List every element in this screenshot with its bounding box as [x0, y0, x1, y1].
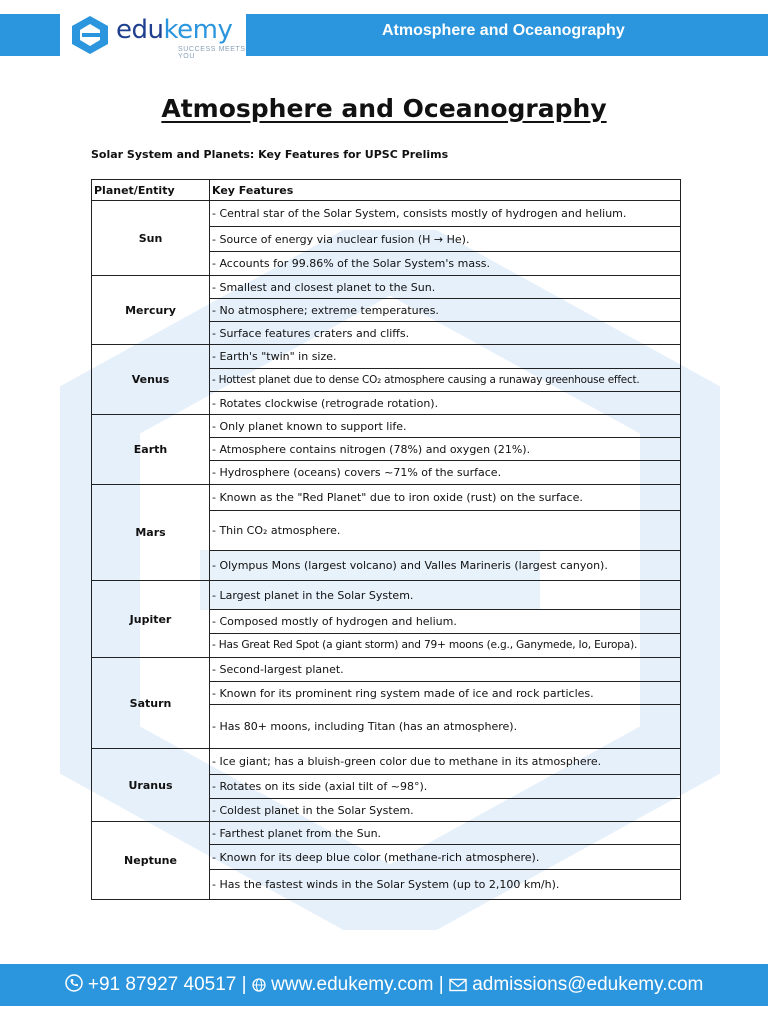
table-header-row — [92, 180, 681, 201]
planet-name-cell: Neptune — [92, 822, 210, 900]
feature-cell: - Source of energy via nuclear fusion (H → He). — [210, 227, 681, 252]
feature-cell: - Only planet known to support life. — [210, 415, 681, 438]
planet-name-cell: Jupiter — [92, 581, 210, 658]
feature-cell: - No atmosphere; extreme temperatures. — [210, 299, 681, 322]
table-row — [92, 201, 681, 227]
feature-cell: - Central star of the Solar System, consists mostly of hydrogen and helium. — [210, 201, 681, 227]
table-row — [92, 415, 681, 438]
feature-cell: - Earth's "twin" in size. — [210, 345, 681, 369]
table-row — [92, 581, 681, 610]
feature-cell: - Farthest planet from the Sun. — [210, 822, 681, 845]
phone-number[interactable]: +91 87927 40517 — [87, 974, 237, 995]
feature-cell: - Coldest planet in the Solar System. — [210, 799, 681, 822]
planet-name-cell: Uranus — [92, 749, 210, 822]
header-title: Atmosphere and Oceanography — [382, 22, 625, 39]
feature-cell: - Known for its prominent ring system made of ice and rock particles. — [210, 682, 681, 705]
brand-logo[interactable] — [60, 12, 246, 58]
table-row — [92, 822, 681, 845]
footer-separator: | — [438, 974, 444, 995]
globe-icon — [252, 978, 266, 992]
brand-tagline: SUCCESS MEETS YOU — [178, 46, 246, 60]
feature-cell: - Largest planet in the Solar System. — [210, 581, 681, 610]
table-row — [92, 485, 681, 511]
footer-separator: | — [241, 974, 247, 995]
feature-cell: - Hottest planet due to dense CO₂ atmosphere causing a runaway greenhouse effect. — [210, 369, 681, 392]
page-subtitle: Solar System and Planets: Key Features for UPSC Prelims — [91, 148, 449, 161]
page-title: Atmosphere and Oceanography — [161, 94, 607, 123]
planet-name-cell: Earth — [92, 415, 210, 485]
column-header-planet: Planet/Entity — [92, 180, 210, 201]
table-row — [92, 345, 681, 369]
phone-icon — [65, 974, 83, 992]
feature-cell: - Composed mostly of hydrogen and helium. — [210, 610, 681, 634]
feature-cell: - Accounts for 99.86% of the Solar System's mass. — [210, 252, 681, 276]
website-link[interactable]: www.edukemy.com — [271, 974, 434, 995]
feature-cell: - Thin CO₂ atmosphere. — [210, 511, 681, 551]
table-row — [92, 276, 681, 299]
planet-name-cell: Venus — [92, 345, 210, 415]
feature-cell: - Smallest and closest planet to the Sun. — [210, 276, 681, 299]
brand-name: edukemy — [116, 15, 233, 45]
edukemy-logo-icon — [68, 14, 112, 56]
mail-icon — [449, 978, 467, 992]
feature-cell: - Known as the "Red Planet" due to iron oxide (rust) on the surface. — [210, 485, 681, 511]
feature-cell: - Olympus Mons (largest volcano) and Valles Marineris (largest canyon). — [210, 551, 681, 581]
planet-name-cell: Mars — [92, 485, 210, 581]
table-row — [92, 658, 681, 682]
feature-cell: - Rotates clockwise (retrograde rotation). — [210, 392, 681, 415]
feature-cell: - Has 80+ moons, including Titan (has an atmosphere). — [210, 705, 681, 749]
feature-cell: - Second-largest planet. — [210, 658, 681, 682]
email-link[interactable]: admissions@edukemy.com — [472, 974, 704, 995]
feature-cell: - Has Great Red Spot (a giant storm) and 79+ moons (e.g., Ganymede, Io, Europa). — [210, 634, 681, 658]
planet-name-cell: Sun — [92, 201, 210, 276]
feature-cell: - Known for its deep blue color (methane-rich atmosphere). — [210, 845, 681, 870]
column-header-features: Key Features — [210, 180, 681, 201]
feature-cell: - Hydrosphere (oceans) covers ~71% of the surface. — [210, 461, 681, 485]
planets-table — [91, 179, 681, 900]
feature-cell: - Atmosphere contains nitrogen (78%) and oxygen (21%). — [210, 438, 681, 461]
footer-contact — [0, 974, 768, 996]
planet-name-cell: Saturn — [92, 658, 210, 749]
feature-cell: - Ice giant; has a bluish-green color due to methane in its atmosphere. — [210, 749, 681, 775]
feature-cell: - Has the fastest winds in the Solar System (up to 2,100 km/h). — [210, 870, 681, 900]
feature-cell: - Rotates on its side (axial tilt of ~98°). — [210, 775, 681, 799]
feature-cell: - Surface features craters and cliffs. — [210, 322, 681, 345]
planet-name-cell: Mercury — [92, 276, 210, 345]
table-row — [92, 749, 681, 775]
